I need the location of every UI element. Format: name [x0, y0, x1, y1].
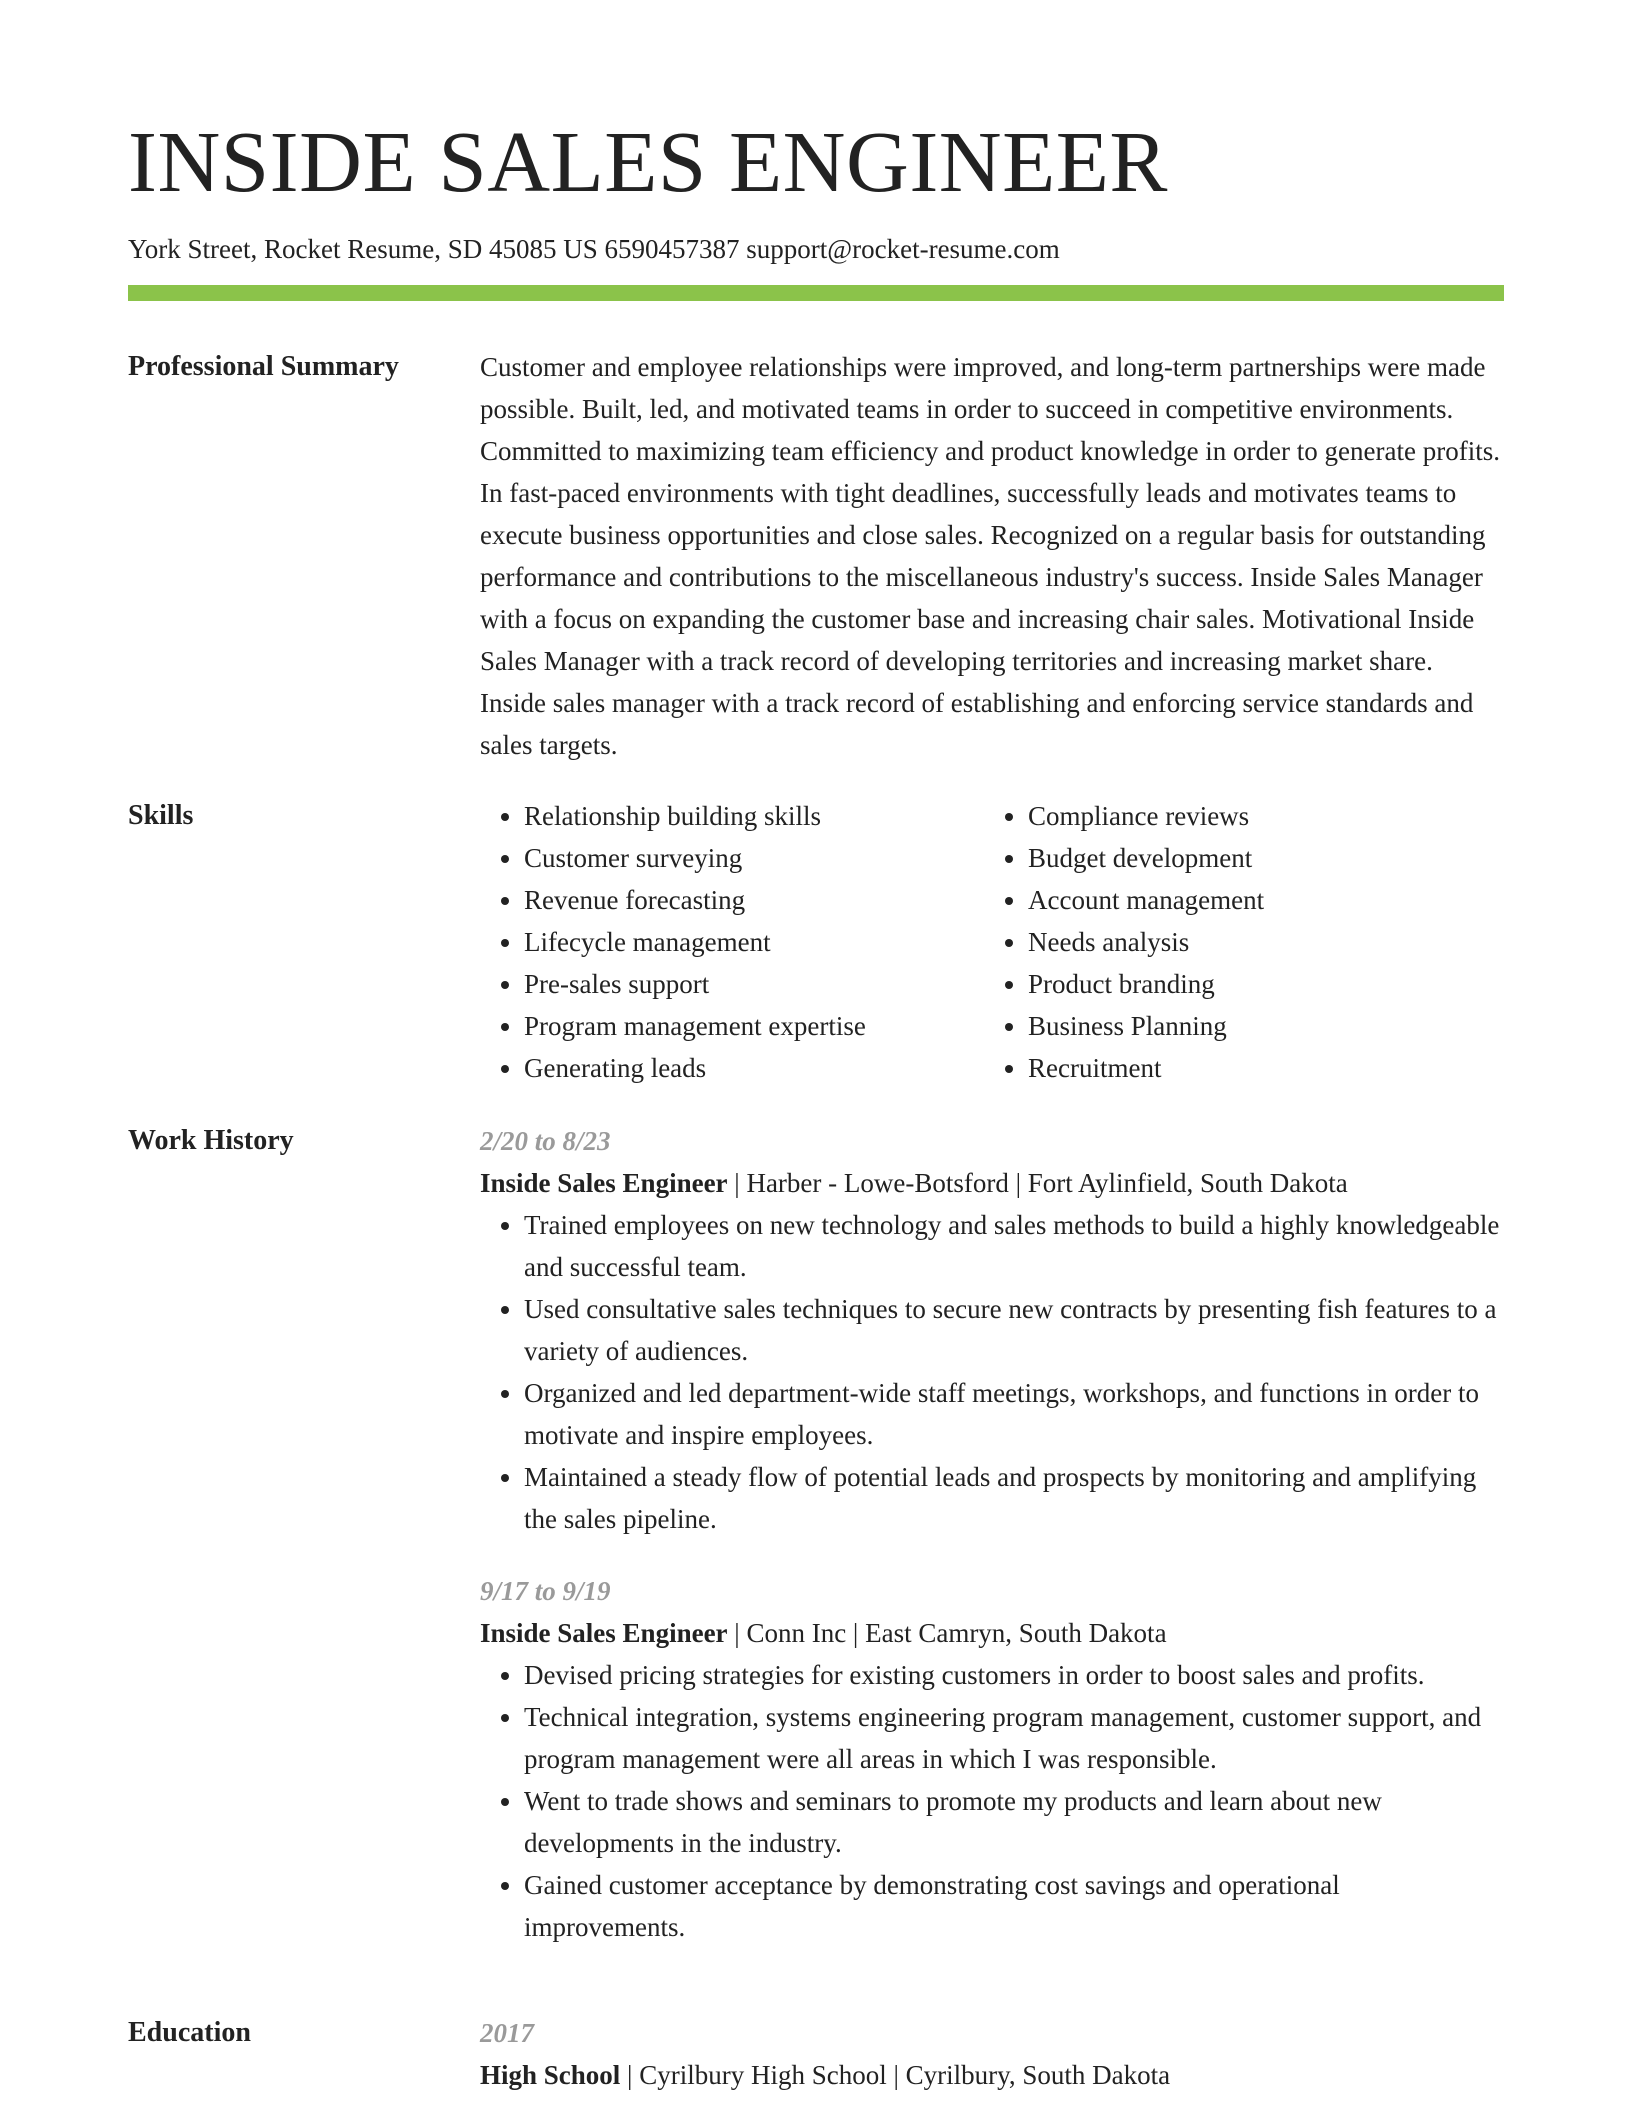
skill-item: • Revenue forecasting — [524, 879, 984, 921]
education-date: 2017 — [480, 2018, 534, 2048]
summary-text: Customer and employee relationships were improved, and long-term partnerships were made possible. Built, led, and motivated teams in order to succeed in competitive environments. Committed to maximizing team efficiency and product knowledge in order to generate profits. In fast-paced environments with tight deadlines, successfully leads and motivates teams to execute business opportunities and close sales. Recognized on a regular basis for outstanding performance and contributions to the miscellaneous industry's success. Inside Sales Manager with a focus on expanding the customer base and increasing chair sales. Motivational Inside Sales Manager with a track record of developing territories and increasing market share. Inside sales manager with a track record of establishing and enforcing service standards and sales targets. — [480, 352, 1500, 760]
skill-item: • Recruitment — [1028, 1047, 1488, 1089]
summary-body — [480, 346, 1504, 766]
skill-item: • Account management — [1028, 879, 1488, 921]
job-bullet: • Devised pricing strategies for existing customers in order to boost sales and profits. — [524, 1654, 1504, 1696]
skills-list-left — [480, 795, 984, 1089]
skills-columns — [480, 795, 1504, 1089]
resume-title: INSIDE SALES ENGINEER — [128, 113, 1168, 210]
skills-list-right — [984, 795, 1488, 1089]
skill-item: • Relationship building skills — [524, 795, 984, 837]
job-bullet: • Maintained a steady flow of potential leads and prospects by monitoring and amplifying the sales pipeline. — [524, 1456, 1504, 1540]
job-bullet: • Went to trade shows and seminars to promote my products and learn about new developments in the industry. — [524, 1780, 1504, 1864]
skill-item: • Budget development — [1028, 837, 1488, 879]
job-title-line — [480, 1612, 1504, 1654]
job-bullet: • Used consultative sales techniques to secure new contracts by presenting fish features to a variety of audiences. — [524, 1288, 1504, 1372]
work-history-body — [480, 1120, 1504, 1948]
skills-column-left — [480, 795, 984, 1089]
skill-item: • Generating leads — [524, 1047, 984, 1089]
skills-heading: Skills — [128, 800, 194, 831]
skills-body — [480, 795, 1504, 1089]
education-details: | Cyrilbury High School | Cyrilbury, South Dakota — [620, 2060, 1171, 2090]
job-date: 2/20 to 8/23 — [480, 1126, 611, 1156]
job-role: Inside Sales Engineer — [480, 1618, 728, 1648]
job-bullet: • Trained employees on new technology and sales methods to build a highly knowledgeable and successful team. — [524, 1204, 1504, 1288]
job-company-location: | Harber - Lowe-Botsford | Fort Aylinfield, South Dakota — [727, 1168, 1348, 1198]
skill-item: • Business Planning — [1028, 1005, 1488, 1047]
skill-item: • Pre-sales support — [524, 963, 984, 1005]
job-bullet: • Gained customer acceptance by demonstrating cost savings and operational improvements. — [524, 1864, 1504, 1948]
skills-column-right — [984, 795, 1488, 1089]
contact-line: York Street, Rocket Resume, SD 45085 US 6590457387 support@rocket-resume.com — [128, 234, 1060, 264]
job-entry — [480, 1570, 1504, 1948]
job-entry — [480, 1120, 1504, 1540]
job-company-location: | Conn Inc | East Camryn, South Dakota — [727, 1618, 1167, 1648]
skill-item: • Lifecycle management — [524, 921, 984, 963]
work-history-heading: Work History — [128, 1125, 294, 1156]
job-bullets — [480, 1204, 1504, 1540]
skill-item: • Program management expertise — [524, 1005, 984, 1047]
job-date: 9/17 to 9/19 — [480, 1576, 611, 1606]
job-role: Inside Sales Engineer — [480, 1168, 728, 1198]
skill-item: • Customer surveying — [524, 837, 984, 879]
job-bullets — [480, 1654, 1504, 1948]
education-heading: Education — [128, 2017, 251, 2048]
summary-heading: Professional Summary — [128, 351, 399, 382]
skill-item: • Needs analysis — [1028, 921, 1488, 963]
education-line — [480, 2054, 1504, 2096]
skill-item: • Compliance reviews — [1028, 795, 1488, 837]
skill-item: • Product branding — [1028, 963, 1488, 1005]
education-body — [480, 2012, 1504, 2096]
job-bullet: • Organized and led department-wide staff meetings, workshops, and functions in order to motivate and inspire employees. — [524, 1372, 1504, 1456]
education-degree: High School — [480, 2060, 621, 2090]
job-title-line — [480, 1162, 1504, 1204]
header-divider — [128, 285, 1504, 301]
job-bullet: • Technical integration, systems engineering program management, customer support, and program management were all areas in which I was responsible. — [524, 1696, 1504, 1780]
